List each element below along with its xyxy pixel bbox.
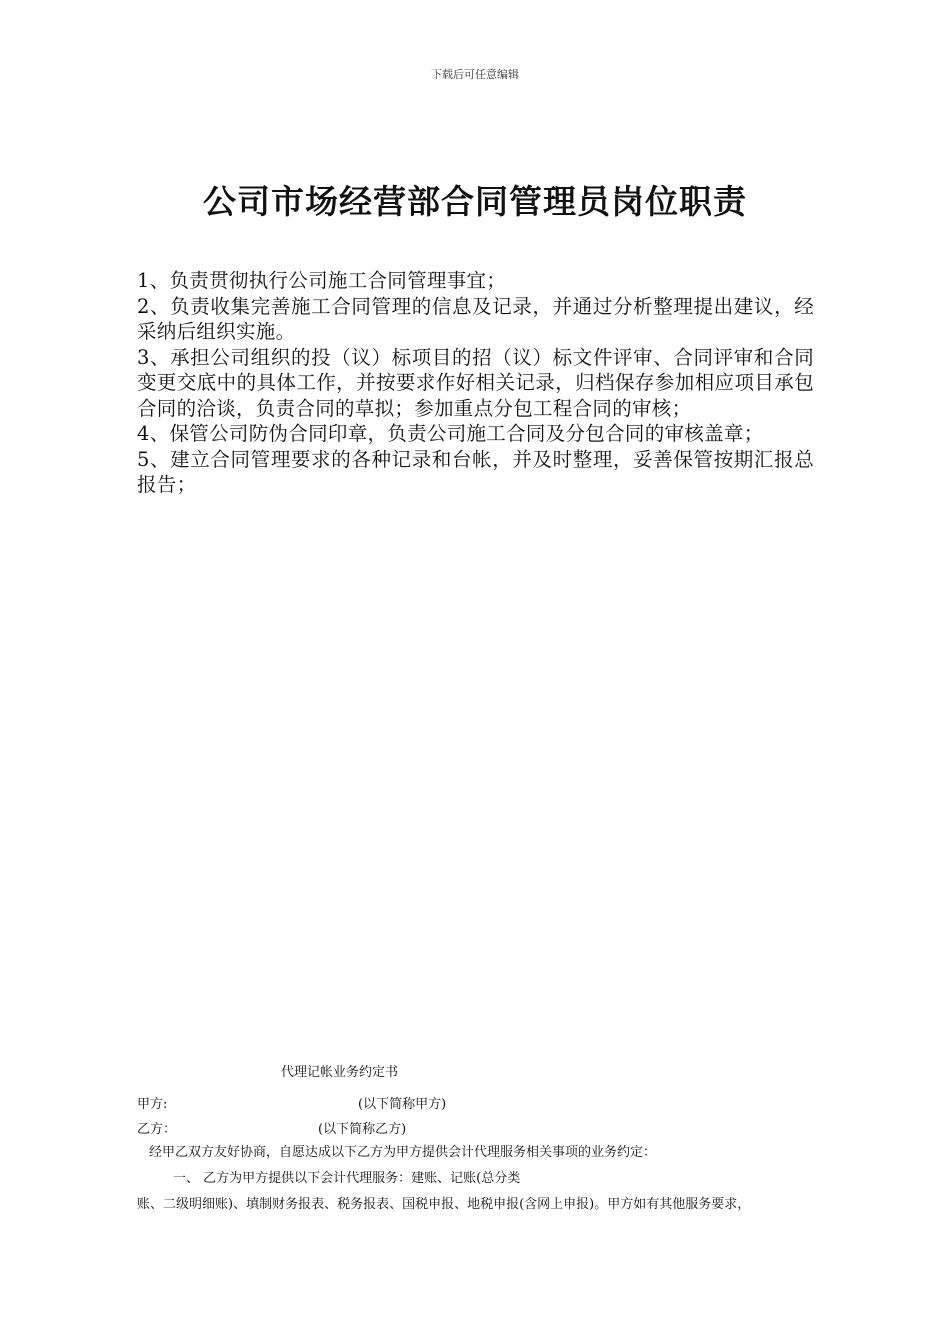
- agreement-preamble: 经甲乙双方友好协商，自愿达成以下乙方为甲方提供会计代理服务相关事项的业务约定：: [149, 1145, 657, 1160]
- duty-item-2: 2、负责收集完善施工合同管理的信息及记录，并通过分析整理提出建议，经采纳后组织实施。: [137, 294, 814, 343]
- duty-item-3: 3、承担公司组织的投（议）标项目的招（议）标文件评审、合同评审和合同变更交底中的具体工作，并按要求作好相关记录，归档保存参加相应项目承包合同的洽谈，负责合同的草拟；参加重点分包工程合同的审核；: [137, 345, 814, 420]
- header-note: 下载后可任意编辑: [431, 68, 519, 81]
- document-title: 公司市场经营部合同管理员岗位职责: [203, 182, 747, 221]
- duty-item-5: 5、建立合同管理要求的各种记录和台帐，并及时整理，妥善保管按期汇报总报告；: [137, 447, 814, 496]
- agreement-clause-1: 一、 乙方为甲方提供以下会计代理服务：建账、记账(总分类: [173, 1171, 521, 1186]
- duties-list: [137, 268, 814, 498]
- party-b-label: 乙方：: [137, 1122, 177, 1137]
- duty-item-4: 4、保管公司防伪合同印章，负责公司施工合同及分包合同的审核盖章；: [137, 422, 764, 445]
- party-a-label: 甲方:: [137, 1097, 168, 1112]
- agreement-title: 代理记帐业务约定书: [281, 1065, 399, 1080]
- party-b-note: (以下简称乙方): [318, 1122, 407, 1137]
- duty-item-1: 1、负责贯彻执行公司施工合同管理事宜；: [137, 269, 507, 292]
- agreement-clause-1-continued: 账、二级明细账)、填制财务报表、税务报表、国税申报、地税申报(含网上申报)。甲方如有其他服务要求，: [137, 1197, 751, 1212]
- party-a-note: (以下简称甲方): [358, 1097, 447, 1112]
